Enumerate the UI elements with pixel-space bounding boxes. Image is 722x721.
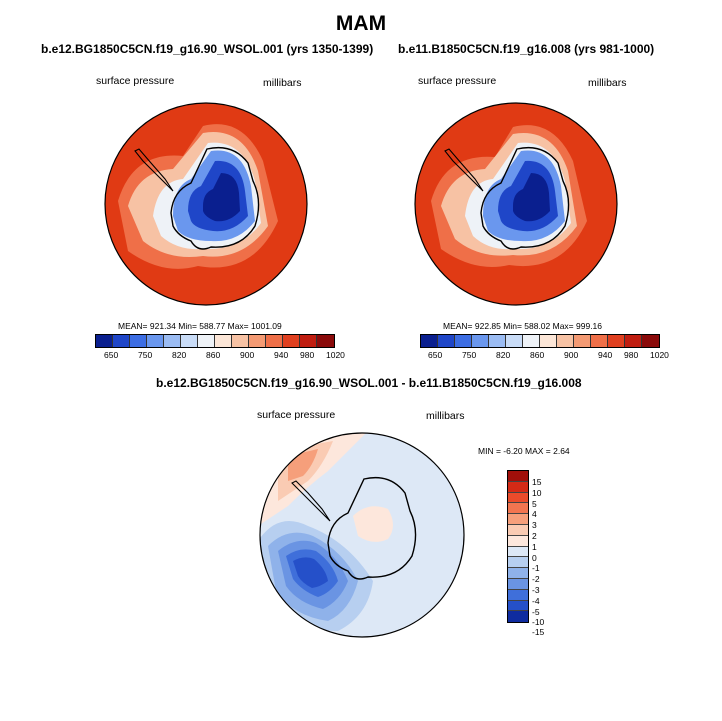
diff-stats: MIN = -6.20 MAX = 2.64 xyxy=(478,446,570,456)
diff-colorbar-swatch xyxy=(508,503,528,514)
diff-colorbar-tick: 2 xyxy=(532,531,537,541)
panel1-colorbar-tick-940: 940 xyxy=(274,350,289,360)
diff-colorbar-tick: 1 xyxy=(532,542,537,552)
panel2-colorbar-tick-1020: 1020 xyxy=(650,350,669,360)
diff-colorbar-tick: 3 xyxy=(532,520,537,530)
panel2-colorbar-swatch xyxy=(591,335,608,347)
diff-colorbar-swatch xyxy=(508,514,528,525)
panel1-colorbar-swatch xyxy=(198,335,215,347)
diff-map xyxy=(258,431,466,639)
panel1-subtitle: b.e12.BG1850C5CN.f19_g16.90_WSOL.001 (yrs 1350-1399) xyxy=(41,42,374,56)
panel2-map xyxy=(413,101,619,307)
diff-colorbar-tick: 4 xyxy=(532,509,537,519)
panel1-map xyxy=(103,101,309,307)
diff-interior-positive xyxy=(353,506,393,542)
panel2-colorbar-tick-820: 820 xyxy=(496,350,511,360)
panel2-colorbar-swatch xyxy=(574,335,591,347)
diff-colorbar-tick: -4 xyxy=(532,596,540,606)
panel1-colorbar-swatch xyxy=(130,335,147,347)
diff-colorbar-swatch xyxy=(508,482,528,493)
diff-colorbar-swatch xyxy=(508,557,528,568)
panel1-colorbar-tick-820: 820 xyxy=(172,350,187,360)
panel1-colorbar-tick-980: 980 xyxy=(300,350,315,360)
panel1-colorbar-swatch xyxy=(181,335,198,347)
diff-colorbar-swatch xyxy=(508,579,528,590)
panel2-variable-label: surface pressure xyxy=(418,75,497,87)
diff-colorbar-tick: -10 xyxy=(532,617,545,627)
panel1-variable-label: surface pressure xyxy=(96,75,175,87)
panel1-colorbar-swatch xyxy=(113,335,130,347)
panel2-units-label: millibars xyxy=(588,77,627,89)
panel1-colorbar-swatch xyxy=(283,335,300,347)
diff-colorbar-tick: -2 xyxy=(532,574,540,584)
panel2-colorbar-tick-940: 940 xyxy=(598,350,613,360)
diff-colorbar-tick: -3 xyxy=(532,585,540,595)
diff-subtitle: b.e12.BG1850C5CN.f19_g16.90_WSOL.001 - b.e11.B1850C5CN.f19_g16.008 xyxy=(156,376,582,390)
panel2-colorbar xyxy=(420,334,660,348)
panel2-colorbar-tick-650: 650 xyxy=(428,350,443,360)
panel2-colorbar-swatch xyxy=(506,335,523,347)
diff-colorbar-swatch xyxy=(508,568,528,579)
panel2-colorbar-swatch xyxy=(557,335,574,347)
diff-colorbar-swatch xyxy=(508,525,528,536)
panel1-colorbar-swatch xyxy=(266,335,283,347)
panel1-colorbar-tick-860: 860 xyxy=(206,350,221,360)
panel2-colorbar-swatch xyxy=(523,335,540,347)
panel1-colorbar-swatch xyxy=(232,335,249,347)
panel1-colorbar-tick-900: 900 xyxy=(240,350,255,360)
panel2-colorbar-swatch xyxy=(642,335,659,347)
panel2-colorbar-swatch xyxy=(608,335,625,347)
panel1-colorbar-swatch xyxy=(96,335,113,347)
panel1-colorbar-swatch xyxy=(300,335,317,347)
panel1-colorbar-swatch xyxy=(164,335,181,347)
panel2-colorbar-tick-860: 860 xyxy=(530,350,545,360)
panel2-colorbar-swatch xyxy=(438,335,455,347)
panel1-colorbar-tick-1020: 1020 xyxy=(326,350,345,360)
panel1-colorbar-tick-650: 650 xyxy=(104,350,119,360)
panel1-colorbar-swatch xyxy=(317,335,334,347)
diff-units-label: millibars xyxy=(426,410,465,422)
diff-colorbar-swatch xyxy=(508,611,528,622)
diff-colorbar-swatch xyxy=(508,536,528,547)
diff-variable-label: surface pressure xyxy=(257,409,336,421)
panel1-colorbar-swatch xyxy=(215,335,232,347)
figure-title: MAM xyxy=(335,12,387,35)
panel2-colorbar-swatch xyxy=(421,335,438,347)
panel2-colorbar-swatch xyxy=(540,335,557,347)
panel1-colorbar xyxy=(95,334,335,348)
panel2-colorbar-swatch xyxy=(472,335,489,347)
diff-colorbar-tick: 15 xyxy=(532,477,542,487)
diff-colorbar-tick: 10 xyxy=(532,488,542,498)
panel1-units-label: millibars xyxy=(263,77,302,89)
panel2-colorbar-swatch xyxy=(625,335,642,347)
diff-colorbar-tick: -5 xyxy=(532,607,540,617)
diff-colorbar-swatch xyxy=(508,547,528,558)
panel2-colorbar-tick-980: 980 xyxy=(624,350,639,360)
panel2-colorbar-tick-750: 750 xyxy=(462,350,477,360)
panel2-colorbar-swatch xyxy=(489,335,506,347)
diff-colorbar-tick: -1 xyxy=(532,563,540,573)
panel2-stats: MEAN= 922.85 Min= 588.02 Max= 999.16 xyxy=(443,321,603,331)
panel1-colorbar-swatch xyxy=(147,335,164,347)
diff-colorbar-swatch xyxy=(508,471,528,482)
panel1-colorbar-tick-750: 750 xyxy=(138,350,153,360)
diff-colorbar-tick: 5 xyxy=(532,499,537,509)
diff-colorbar-swatch xyxy=(508,493,528,504)
panel2-colorbar-swatch xyxy=(455,335,472,347)
diff-colorbar-tick: 0 xyxy=(532,553,537,563)
panel2-subtitle: b.e11.B1850C5CN.f19_g16.008 (yrs 981-1000) xyxy=(398,42,655,56)
diff-colorbar-swatch xyxy=(508,590,528,601)
diff-colorbar-swatch xyxy=(508,601,528,612)
panel1-stats: MEAN= 921.34 Min= 588.77 Max= 1001.09 xyxy=(118,321,282,331)
diff-colorbar-tick: -15 xyxy=(532,627,545,637)
panel1-colorbar-swatch xyxy=(249,335,266,347)
diff-colorbar xyxy=(507,470,529,623)
panel2-colorbar-tick-900: 900 xyxy=(564,350,579,360)
